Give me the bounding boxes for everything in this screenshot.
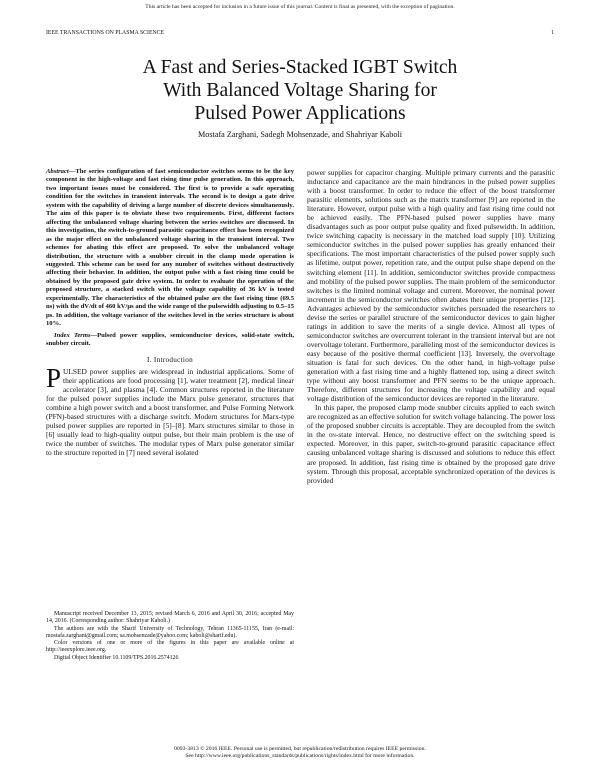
p2-small-caps: on (328, 430, 336, 440)
abstract (46, 168, 294, 329)
p2-text-a: In this paper, the proposed clamp mode snubber circuits applied to each switch are recognized as an effective solution for switch voltage balancing. The power loss of the proposed snubber circuits is acceptable. They are decoupled from the switch in the (307, 403, 555, 440)
abstract-text: —The series configuration of fast semiconductor switches seems to be the key component in the high-voltage and fast rising time pulse generation. In this approach, two important issues must be considered. The first is to provide a safe operating condition for the switches in transient intervals. The second is to design a gate drive system with the capability of driving a large number of discrete devices simultaneously. The aim of this paper is to obviate these two requirements. First, different factors affecting the unbalanced voltage sharing between the series switches are discussed. In this investigation, the switch-to-ground parasitic capacitance effect has been recognized as the major effect on the unbalanced voltage sharing in the transient interval. Two schemes for abating this effect are proposed. To solve the unbalanced voltage distribution, the structure with a snubber circuit in the clamp mode operation is suggested. This scheme can be used for any number of switches without destructively affecting their behavior. In addition, the output pulse with a fast rising time could be obtained by the proposed gate drive system. In order to evaluate the operation of the proposed structure, a stacked switch with the voltage capability of 36 kV is tested experimentally. The characteristics of the obtained pulse are the fast rising time (69.5 ns) with the dV/dt of 460 kV/μs and the wide range of the pulsewidth adjusting to 0.5–15 μs. In addition, the voltage variance of the switches level in the series structure is about 10%. (46, 168, 294, 328)
body-paragraph-2 (307, 403, 555, 484)
footnote-color: Color versions of one or more of the figures in this paper are available online at http://ieeexplore.ieee.org. (46, 640, 294, 654)
index-terms-lead: Index Terms (54, 331, 91, 339)
running-head (46, 30, 554, 37)
paper-title (60, 56, 540, 125)
footnote-manuscript: Manuscript received December 13, 2015; revised March 6, 2016 and April 30, 2016; accepted May 14, 2016. (Corresponding author: Shahriyar Kaboli.) (46, 611, 294, 625)
copyright-footer (0, 746, 600, 760)
journal-name: IEEE TRANSACTIONS ON PLASMA SCIENCE (46, 30, 165, 36)
right-column (307, 168, 555, 485)
acceptance-notice: This article has been accepted for inclusion in a future issue of this journal. Content is final as presented, with the exception of pagination. (145, 4, 455, 10)
footnote-affiliation: The authors are with the Sharif University of Technology, Tehran 11365-11155, Iran (e-mail: mostafa.zarghani@gmail.com; sa.mohsenzade@yahoo.com; kaboli@sharif.edu). (46, 625, 294, 639)
footnote-doi: Digital Object Identifier 10.1109/TPS.2016.2574126 (54, 654, 179, 661)
intro-paragraph (46, 362, 294, 457)
left-column (46, 168, 294, 457)
p2-text-b: -state interval. Hence, no destructive effect on the switching speed is expected. Moreover, in this paper, switch-to-ground parasitic capacitance effect causing unbalanced voltage sharing is discussed and solutions to reduce this effect are proposed. In addition, fast rising time is obtained by the proposed gate drive system. Through this proposal, acceptable synchronized operation of the devices is provided (307, 430, 555, 485)
title-line-3: Pulsed Power Applications (194, 103, 406, 124)
body-paragraph-1: power supplies for capacitor charging. Multiple primary currents and the parasitic inductance and capacitance are the main hindrances in the pulsed power supplies with a boost transformer. In order to reduce the effect of the boost transformer parasitic elements, solutions such as the matrix transformer [9] are reported in the literature. However, output pulse with a high quality and fast rising time could not be achieved easily. The PFN-based pulsed power supplies have many disadvantages such as poor output pulse quality and fixed pulsewidth. In addition, twice switching capacity is necessary in the matched load supply [10]. Utilizing semiconductor switches in the pulsed power supplies has greatly enhanced their specifications. The most important characteristics of the pulsed power supply such as lifetime, output power, repetition rate, and the output pulse shape depend on the switching element [11]. In addition, semiconductor switches provide compactness and mobility of the pulsed power supplies. The main problem of the semiconductor switches is the limited nominal voltage and current. Moreover, the nominal power increment in the semiconductor switches often abates their unique properties [12]. Advantages achieved by the semiconductor switches persuaded the researchers to devise the series or parallel structure of the semiconductor devices to gain higher ratings in addition to save the merits of a single device. Almost all types of semiconductor switches are overcurrent tolerant in the transient interval but are not overvoltage tolerant. Furthermore, paralleling most of the semiconductor devices is easy because of the positive thermal coefficient [13]. Inversely, the overvoltage situation is fatal for such devices. On the other hand, in high-voltage pulse generation with a fast rising time and a highly flattened top, using a direct switch type without any boost transformer and PFN seems to be the unique approach. Therefore, different structures for increasing the voltage capability and equal voltage distribution of the semiconductor devices are reported in the literature. (307, 168, 555, 404)
index-terms-text: —Pulsed power supplies, semiconductor devices, solid-state switch, snubber circuit. (46, 331, 295, 348)
title-line-1: A Fast and Series-Stacked IGBT Switch (142, 57, 458, 78)
title-line-2: With Balanced Voltage Sharing for (163, 80, 437, 101)
copyright-line-1: 0093-3813 © 2016 IEEE. Personal use is permitted, but republication/redistribution requires IEEE permission. (174, 746, 426, 752)
abstract-lead: Abstract (46, 168, 69, 175)
copyright-line-2: See http://www.ieee.org/publications_standards/publications/rights/index.html for more information. (185, 753, 415, 760)
index-terms (46, 332, 294, 349)
author-list: Mostafa Zarghani, Sadegh Mohsenzade, and Shahriyar Kaboli (197, 130, 403, 139)
drop-cap: P (46, 362, 62, 393)
intro-lead-caps: ULSED (63, 366, 87, 376)
section-heading-introduction: I. Introduction (146, 355, 194, 364)
page-number: 1 (551, 30, 554, 36)
footnotes (46, 611, 294, 662)
intro-text: power supplies are widespread in industrial applications. Some of their applications are food processing [1], water treatment [2], medical linear accelerator [3], and plasma [4]. Common structures reported in the literature for the pulsed power supplies include the Marx pulse generator, structures that combine a high power switch and a boost transformer, and Pulse Forming Network (PFN)-based structures with a discharge switch. Modern structures for Marx-type pulsed power supplies are reported in [5]–[8]. Marx structures similar to those in [6] usually lead to high-quality output pulse, but their main problem is the use of twice the number of switches. The modular types of Marx pulse generator similar to the structure reported in [7] need several isolated (46, 366, 294, 457)
